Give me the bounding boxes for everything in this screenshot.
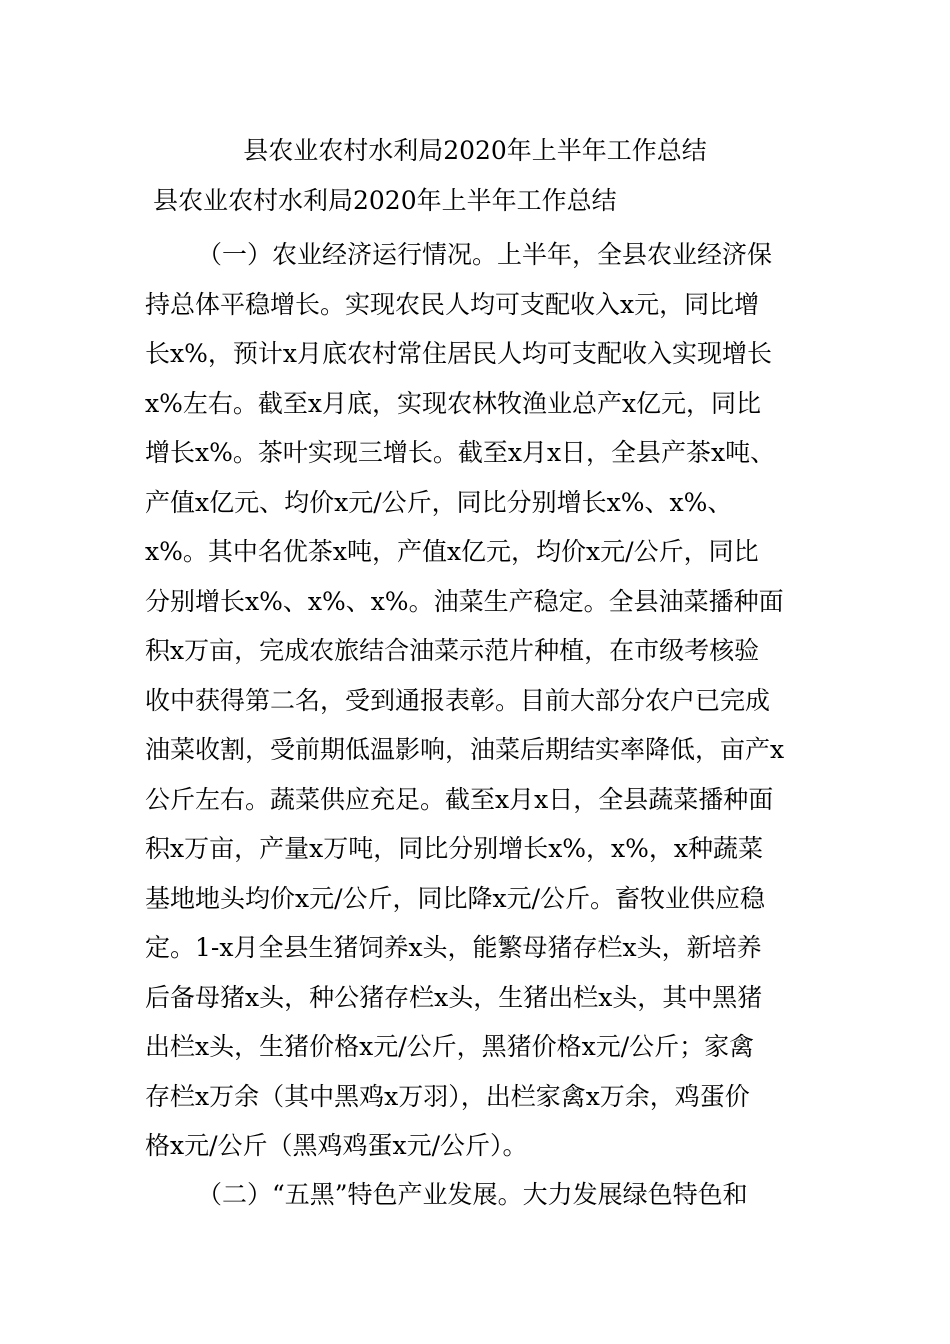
paragraph-line: （一）农业经济运行情况。上半年，全县农业经济保: [197, 240, 773, 269]
paragraph-2: [145, 1170, 815, 1220]
paragraph-line: 持总体平稳增长。实现农民人均可支配收入x元，同比增: [145, 289, 760, 319]
paragraph-line: x%。其中名优茶x吨，产值x亿元，均价x元/公斤，同比: [145, 537, 759, 566]
paragraph-line: 定。1-x月全县生猪饲养x头，能繁母猪存栏x头，新培养: [145, 933, 762, 962]
paragraph-line: 出栏x头，生猪价格x元/公斤，黑猪价格x元/公斤；家禽: [145, 1032, 755, 1061]
paragraph-line: （二）“五黑”特色产业发展。大力发展绿色特色和: [197, 1180, 748, 1209]
paragraph-line: 产值x亿元、均价x元/公斤，同比分别增长x%、x%、: [145, 487, 733, 517]
paragraph-line: 格x元/公斤（黑鸡鸡蛋x元/公斤）。: [145, 1131, 528, 1160]
paragraph-line: 后备母猪x头，种公猪存栏x头，生猪出栏x头，其中黑猪: [145, 982, 763, 1012]
paragraph-line: 基地地头均价x元/公斤，同比降x元/公斤。畜牧业供应稳: [145, 883, 766, 913]
paragraph-line: 增长x%。茶叶实现三增长。截至x月x日，全县产茶x吨、: [145, 438, 776, 467]
paragraph-line: 收中获得第二名，受到通报表彰。目前大部分农户已完成: [145, 685, 771, 715]
paragraph-line: 积x万亩，产量x万吨，同比分别增长x%，x%，x种蔬菜: [145, 834, 764, 863]
paragraph-line: 存栏x万余（其中黑鸡x万羽），出栏家禽x万余，鸡蛋价: [145, 1081, 750, 1111]
paragraph-1: [145, 230, 815, 1171]
paragraph-line: 公斤左右。蔬菜供应充足。截至x月x日，全县蔬菜播种面: [145, 784, 774, 814]
paragraph-line: 分别增长x%、x%、x%。油菜生产稳定。全县油菜播种面: [145, 586, 784, 616]
paragraph-line: 油菜收割，受前期低温影响，油菜后期结实率降低，亩产x: [145, 735, 785, 764]
document-title: 县农业农村水利局2020年上半年工作总结: [243, 136, 707, 165]
paragraph-line: x%左右。截至x月底，实现农林牧渔业总产x亿元，同比: [145, 388, 762, 418]
paragraph-line: 长x%，预计x月底农村常住居民人均可支配收入实现增长: [145, 339, 772, 368]
paragraph-line: 积x万亩，完成农旅结合油菜示范片种植，在市级考核验: [145, 636, 760, 665]
document-subtitle: 县农业农村水利局2020年上半年工作总结: [153, 186, 617, 215]
